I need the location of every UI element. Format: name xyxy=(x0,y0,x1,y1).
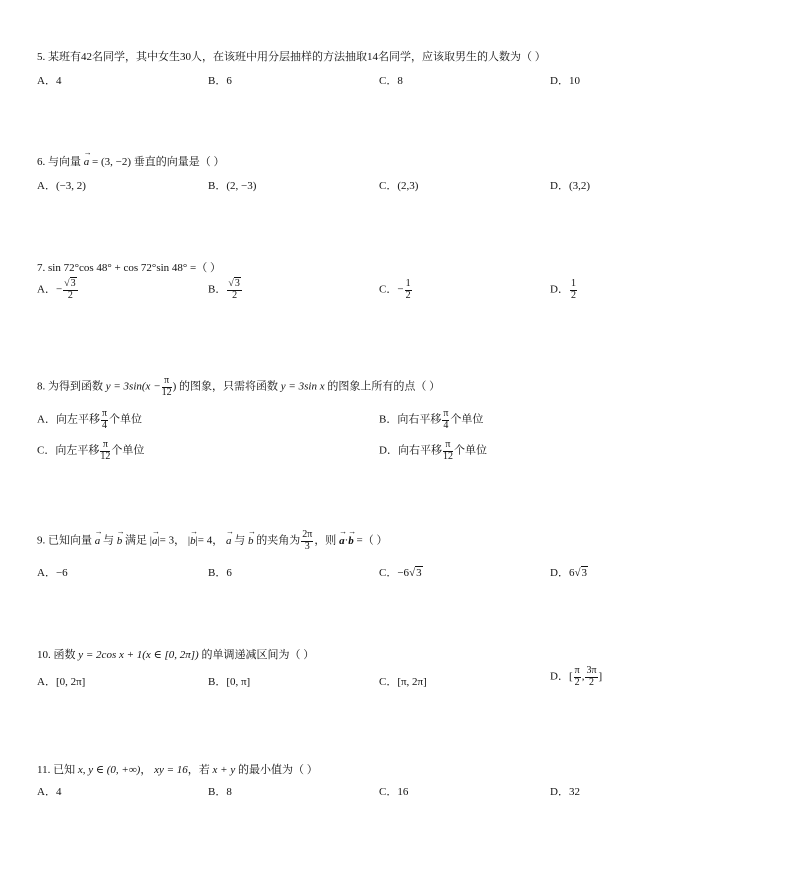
option-label: D． xyxy=(550,283,569,296)
question-5-stem: 5. 某班有42名同学，其中女生30人，在该班中用分层抽样的方法抽取14名同学，应该取男生的人数为（ ） xyxy=(37,51,546,63)
numerator: π xyxy=(574,665,580,676)
question-9-option-a[interactable] xyxy=(37,564,68,580)
option-value: 6 xyxy=(568,567,575,579)
vector-value: = (3, −2) xyxy=(92,156,131,168)
question-9-option-b[interactable] xyxy=(208,564,232,580)
stem-prefix: 8. 为得到函数 xyxy=(37,380,103,393)
stem-suffix: 垂直的向量是（ ） xyxy=(133,156,225,168)
numerator: π xyxy=(162,376,172,388)
function-2: y = 3sin x xyxy=(280,380,325,393)
dot-tail: =（ ） xyxy=(356,534,388,547)
option-label: A．向左平移 xyxy=(37,413,100,426)
vector-a: → a xyxy=(95,535,101,547)
option-value: −6 xyxy=(397,567,410,579)
option-unit: 个单位 xyxy=(109,413,143,426)
condition-1: x, y ∈ (0, +∞) xyxy=(77,764,141,776)
satisfy-text: 满足 xyxy=(125,534,147,547)
option-unit: 个单位 xyxy=(450,413,484,426)
option-label: C． xyxy=(379,567,398,579)
question-7-option-c[interactable] xyxy=(379,279,413,301)
question-11-option-a[interactable]: A．4 xyxy=(37,786,62,798)
fraction xyxy=(442,409,449,431)
fraction: $\frac{√3}{2}$ xyxy=(64,278,76,301)
question-10-option-a[interactable] xyxy=(37,673,85,689)
question-11-option-b[interactable]: B．8 xyxy=(208,786,232,798)
numerator: 1 xyxy=(570,278,576,289)
option-sign: − xyxy=(55,283,63,296)
fraction xyxy=(574,666,581,688)
option-label: D．向右平移 xyxy=(379,444,442,457)
question-8-option-c[interactable] xyxy=(37,440,144,462)
denominator: 12 xyxy=(100,450,111,462)
function: y = 2cos x + 1(x ∈ [0, 2π]) xyxy=(78,649,199,661)
question-5-option-d[interactable]: D．10 xyxy=(550,75,580,87)
and-text: 与 xyxy=(234,534,246,547)
stem-prefix: 11. 已知 xyxy=(37,764,76,776)
angle-text: 的夹角为 xyxy=(256,534,301,547)
question-8-option-a[interactable] xyxy=(37,409,142,431)
option-label: C． xyxy=(379,283,398,296)
question-8-stem xyxy=(37,376,440,398)
denominator: 2 xyxy=(574,676,580,688)
fraction xyxy=(100,440,110,462)
vector-b: → b xyxy=(117,535,123,547)
fraction: $\frac{√3}{2}$ xyxy=(228,278,240,301)
option-value: −6 xyxy=(55,567,68,579)
fraction xyxy=(443,440,453,462)
option-label: B．向右平移 xyxy=(379,413,442,426)
question-10-stem xyxy=(37,646,314,662)
numerator: 2π xyxy=(302,529,313,540)
fraction xyxy=(301,530,313,552)
numerator: 3π xyxy=(586,665,597,676)
denominator: 2 xyxy=(570,289,576,301)
stem-prefix: 6. 与向量 xyxy=(37,156,81,168)
option-label: C．向左平移 xyxy=(37,444,100,457)
denominator: 2 xyxy=(588,676,594,688)
numerator: π xyxy=(100,440,110,452)
option-label: C． xyxy=(379,676,398,688)
question-7-option-b[interactable] xyxy=(208,279,243,301)
question-11-option-c[interactable]: C．16 xyxy=(379,786,409,798)
vector-a: → a xyxy=(226,535,232,547)
vector-b: → b xyxy=(190,535,196,547)
question-7-stem: 7. sin 72°cos 48° + cos 72°sin 48° =（ ） xyxy=(37,262,222,274)
vector-b: → b xyxy=(348,535,354,547)
magnitude-a: = 3， xyxy=(159,534,186,547)
option-label: D． xyxy=(550,670,569,683)
option-label: D． xyxy=(550,567,569,579)
magnitude-b: = 4， xyxy=(197,534,224,547)
question-5-option-a[interactable]: A．4 xyxy=(37,75,62,87)
denominator: 2 xyxy=(405,289,411,301)
option-label: A． xyxy=(37,567,56,579)
question-10-option-b[interactable] xyxy=(208,673,250,689)
question-6-option-c[interactable]: C．(2,3) xyxy=(379,180,419,192)
stem-suffix: 的最小值为（ ） xyxy=(237,764,318,776)
stem-mid: 的图象，只需将函数 xyxy=(179,380,279,393)
denominator: 4 xyxy=(101,419,107,431)
then-text: ，则 xyxy=(314,534,337,547)
question-6-option-d[interactable]: D．(3,2) xyxy=(550,180,591,192)
stem-suffix: 的图象上所有的点（ ） xyxy=(327,380,441,393)
root-value: 3 xyxy=(70,278,76,289)
question-6-stem xyxy=(37,153,224,169)
fraction xyxy=(162,376,172,398)
vector-a: → a xyxy=(152,535,158,547)
fraction xyxy=(585,666,597,688)
question-9-option-d[interactable]: D．6√3 xyxy=(550,567,587,579)
question-6-option-a[interactable]: A．(−3, 2) xyxy=(37,180,86,192)
fraction xyxy=(405,279,412,301)
root-value: 3 xyxy=(416,567,422,579)
option-value: 6 xyxy=(226,567,232,579)
option-label: B． xyxy=(208,567,227,579)
numerator: π xyxy=(101,408,108,419)
stem-prefix: 9. 已知向量 xyxy=(37,534,92,547)
option-unit: 个单位 xyxy=(111,444,145,457)
question-8-option-d[interactable] xyxy=(379,440,487,462)
root-value: 3 xyxy=(234,278,240,289)
root-value: 3 xyxy=(581,567,587,579)
close-paren: ) xyxy=(172,380,177,393)
denominator: 4 xyxy=(443,419,449,431)
fraction xyxy=(101,409,108,431)
numerator: 1 xyxy=(405,278,411,289)
question-5-option-b[interactable]: B．6 xyxy=(208,75,232,87)
option-label: B． xyxy=(208,283,227,296)
question-10-option-c[interactable] xyxy=(379,673,427,689)
question-5-option-c[interactable]: C．8 xyxy=(379,75,403,87)
option-label: B． xyxy=(208,676,227,688)
question-10-option-d[interactable]: D．[ $\frac{\pi}{2}$ , $\frac{3\pi}{2}$ ] xyxy=(550,665,603,688)
denominator: 2 xyxy=(232,289,238,301)
option-value: [0, π] xyxy=(226,676,251,688)
option-value: [π, 2π] xyxy=(397,676,427,688)
stem-suffix: 的单调递减区间为（ ） xyxy=(201,649,315,661)
fraction xyxy=(570,279,577,301)
question-9-option-c[interactable]: C．−6√3 xyxy=(379,567,422,579)
vector-a: → a xyxy=(339,535,345,547)
option-label: A． xyxy=(37,676,56,688)
denominator: 2 xyxy=(67,289,73,301)
function-1: y = 3sin(x − xyxy=(105,380,161,393)
question-11-option-d[interactable]: D．32 xyxy=(550,786,580,798)
stem-prefix: 10. 函数 xyxy=(37,649,76,661)
stem-mid: ，若 xyxy=(187,764,210,776)
option-value: [0, 2π] xyxy=(55,676,86,688)
vector-b: → b xyxy=(248,535,254,547)
question-11-stem: 11. 已知 x, y ∈ (0, +∞)， xy = 16，若 x + y 的最小值为（ ） xyxy=(37,764,318,776)
question-7-option-d[interactable] xyxy=(550,279,578,301)
denominator: 3 xyxy=(304,540,310,552)
numerator: π xyxy=(443,408,449,419)
option-label: A． xyxy=(37,283,56,296)
numerator: π xyxy=(443,440,453,452)
option-sign: − xyxy=(397,283,404,296)
denominator: 12 xyxy=(442,450,453,462)
question-8-option-b[interactable] xyxy=(379,409,483,431)
option-unit: 个单位 xyxy=(453,444,487,457)
question-6-option-b[interactable]: B．(2, −3) xyxy=(208,180,257,192)
condition-2: xy = 16 xyxy=(154,764,188,776)
vector-a: → a xyxy=(84,156,90,168)
and-text: 与 xyxy=(103,534,114,547)
question-7-option-a[interactable] xyxy=(37,279,79,301)
expression: x + y xyxy=(212,764,236,776)
denominator: 12 xyxy=(161,386,172,398)
question-9-stem: 9. 已知向量 → a 与 → b 满足 |→ a|= 3， |→ b|= 4， → a 与 → b 的夹角为 $\frac{2\pi}{3}$ ，则 → a·→ b =（ ） xyxy=(37,530,387,552)
